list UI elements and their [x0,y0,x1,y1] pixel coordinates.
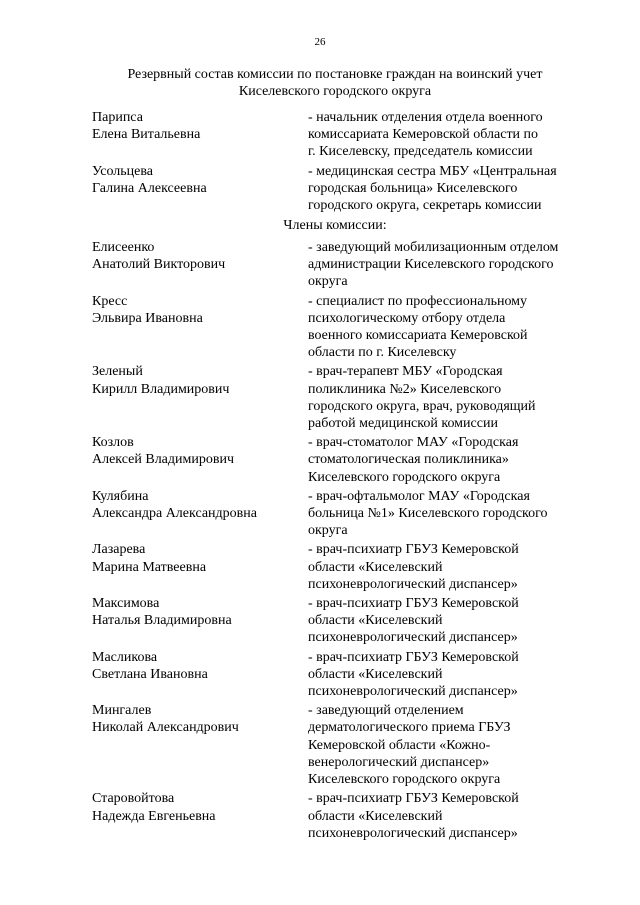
person-name [92,541,308,593]
person-name-line: Надежда Евгеньевна [92,808,216,824]
person-role-line: психоневрологический диспансер» [308,825,518,841]
person-name-line: Эльвира Ивановна [92,310,203,326]
person-role-line: - медицинская сестра МБУ «Центральная [308,163,557,179]
person-role [308,109,592,161]
person-name-line: Максимова [92,596,160,612]
person-name-line: Елисеенко [92,240,155,255]
person-role-line: Киселевского городского округа [308,469,501,485]
person-name-line: Светлана Ивановна [92,666,208,682]
leadership-entry [92,109,592,161]
person-role [308,293,592,362]
person-name-line: Александра Александровна [92,506,257,522]
person-role-line: городская больница» Киселевского [308,180,518,196]
person-role-line: Кемеровской области «Кожно- [308,737,491,753]
leadership-entry [92,163,592,215]
person-role-line: - врач-психиатр ГБУЗ Кемеровской [308,649,519,665]
person-name-line: Кирилл Владимирович [92,381,230,397]
members-heading: Члены комиссии: [283,218,387,233]
person-role-line: - врач-терапевт МБУ «Городская [308,364,503,380]
person-role-line: округа [308,274,348,290]
person-role-line: стоматологическая поликлиника» [308,452,509,468]
person-role [308,595,592,647]
person-role-line: психологическому отбору отдела [308,310,506,326]
person-role [308,541,592,593]
person-role [308,488,592,540]
person-role [308,163,592,215]
person-role [308,239,592,291]
member-entry [92,541,592,593]
person-name [92,434,308,486]
person-role [308,702,592,788]
person-role-line: - врач-психиатр ГБУЗ Кемеровской [308,542,519,558]
member-entry [92,790,592,842]
member-entry [92,649,592,701]
members-list [92,239,592,844]
member-entry [92,434,592,486]
person-role-line: области «Киселевский [308,613,443,629]
person-role-line: дерматологического приема ГБУЗ [308,720,511,736]
person-name-line: Кулябина [92,488,149,504]
member-entry [92,363,592,432]
person-role-line: области «Киселевский [308,666,443,682]
person-name [92,163,308,215]
person-role-line: - врач-стоматолог МАУ «Городская [308,435,519,451]
person-name [92,649,308,701]
person-role-line: городского округа, врач, руководящий [308,398,536,414]
person-name-line: Старовойтова [92,791,175,807]
person-name [92,109,308,161]
person-name-line: Николай Александрович [92,720,239,736]
person-role-line: администрации Киселевского городского [308,257,554,273]
person-role-line: - заведующий мобилизационным отделом [308,240,559,255]
leadership-list [92,109,592,216]
title-line-1: Резервный состав комиссии по постановке граждан на воинский учет [127,67,543,82]
person-name-line: Елена Витальевна [92,127,201,143]
person-role-line: - врач-психиатр ГБУЗ Кемеровской [308,596,519,612]
person-name [92,702,308,788]
document-title [60,66,610,100]
person-name [92,790,308,842]
person-role-line: комиссариата Кемеровской области по [308,127,539,143]
person-name [92,239,308,291]
person-role-line: - заведующий отделением [308,703,464,719]
person-role-line: - специалист по профессиональному [308,293,528,309]
person-role-line: - врач-психиатр ГБУЗ Кемеровской [308,791,519,807]
person-role-line: психоневрологический диспансер» [308,684,518,700]
person-role-line: городского округа, секретарь комиссии [308,198,542,214]
person-name [92,293,308,362]
person-role-line: поликлиника №2» Киселевского [308,381,502,397]
member-entry [92,239,592,291]
person-name-line: Анатолий Викторович [92,257,226,273]
person-role-line: психоневрологический диспансер» [308,630,518,646]
person-role-line: области «Киселевский [308,559,443,575]
person-name [92,488,308,540]
member-entry [92,702,592,788]
person-name-line: Наталья Владимировна [92,613,232,629]
title-line-2: Киселевского городского округа [238,84,432,100]
person-name-line: Зеленый [92,364,143,380]
person-role-line: Киселевского городского округа [308,772,501,788]
person-role-line: области «Киселевский [308,808,443,824]
person-name-line: Козлов [92,435,134,451]
person-role [308,649,592,701]
person-role [308,363,592,432]
person-role-line: работой медицинской комиссии [308,416,498,432]
person-name-line: Марина Матвеевна [92,559,207,575]
person-name-line: Парипса [92,110,143,125]
person-role-line: психоневрологический диспансер» [308,576,518,592]
person-role-line: - начальник отделения отдела военного [308,110,543,125]
member-entry [92,595,592,647]
person-role-line: венерологический диспансер» [308,754,490,770]
person-role [308,790,592,842]
person-role-line: г. Киселевску, председатель комиссии [308,144,533,160]
person-name-line: Масликова [92,649,158,665]
person-name [92,595,308,647]
person-role [308,434,592,486]
member-entry [92,488,592,540]
person-name-line: Галина Алексеевна [92,180,207,196]
person-name-line: Кресс [92,293,128,309]
person-name-line: Алексей Владимирович [92,452,235,468]
person-role-line: округа [308,523,348,539]
member-entry [92,293,592,362]
person-role-line: военного комиссариата Кемеровской [308,328,528,344]
person-role-line: больница №1» Киселевского городского [308,506,548,522]
person-name-line: Мингалев [92,703,152,719]
person-name-line: Усольцева [92,163,153,179]
person-name-line: Лазарева [92,542,146,558]
page-number: 26 [314,36,326,48]
person-role-line: области по г. Киселевску [308,345,457,361]
person-name [92,363,308,432]
person-role-line: - врач-офтальмолог МАУ «Городская [308,488,530,504]
